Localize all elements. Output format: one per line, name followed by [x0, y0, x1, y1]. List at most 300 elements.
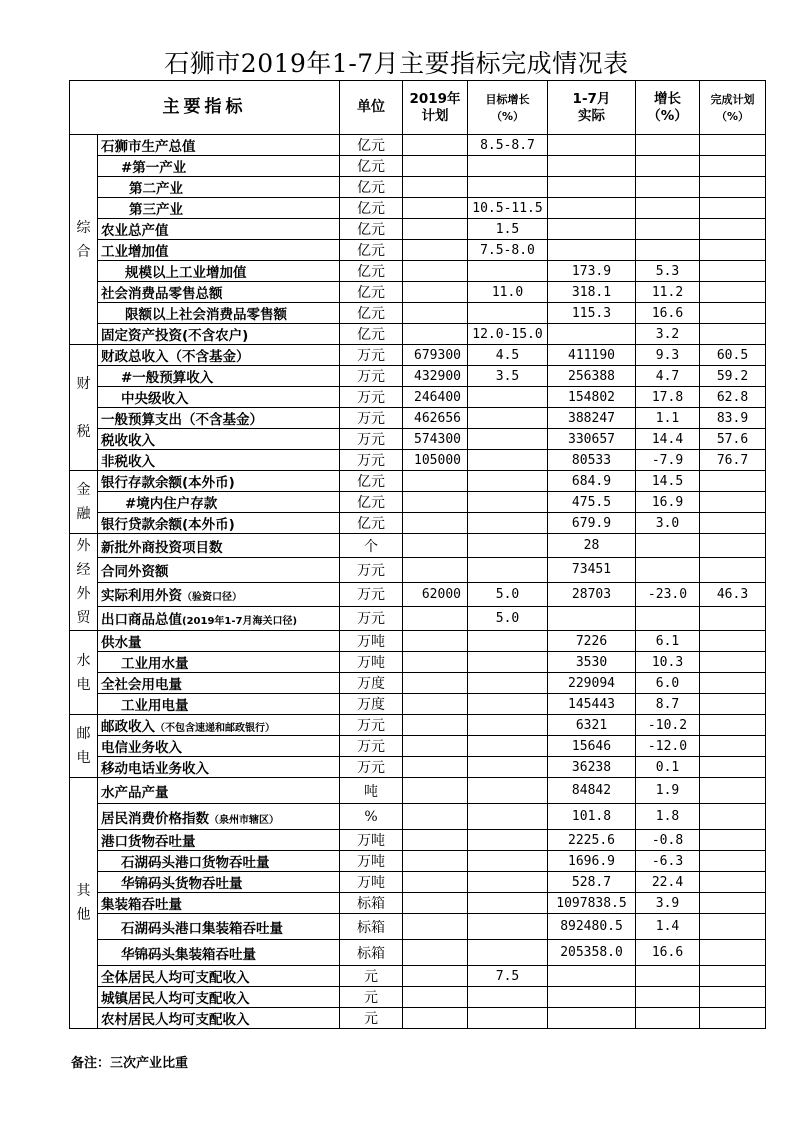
completion-cell [700, 673, 766, 694]
indicator-label: 限额以上社会消费品零售额 [125, 307, 287, 323]
plan-cell [403, 652, 468, 673]
unit-cell: 万元 [340, 582, 403, 606]
growth-cell [636, 534, 700, 558]
actual-cell: 84842 [548, 778, 636, 804]
growth-cell: 14.4 [636, 429, 700, 450]
indicator-cell [98, 987, 340, 1008]
growth-cell: 11.2 [636, 282, 700, 303]
indicator-label: 税收收入 [101, 433, 155, 449]
plan-cell [403, 492, 468, 513]
table-body [70, 135, 766, 1029]
target-cell [468, 534, 548, 558]
completion-cell [700, 966, 766, 987]
table-row [70, 893, 766, 914]
indicator-cell [98, 303, 340, 324]
completion-cell [700, 830, 766, 851]
indicator-cell [98, 872, 340, 893]
target-cell [468, 715, 548, 736]
plan-cell [403, 513, 468, 534]
indicator-label: #一般预算收入 [121, 370, 214, 386]
table-row [70, 513, 766, 534]
completion-cell [700, 872, 766, 893]
completion-cell [700, 715, 766, 736]
actual-cell: 1097838.5 [548, 893, 636, 914]
actual-cell: 145443 [548, 694, 636, 715]
growth-cell: 10.3 [636, 652, 700, 673]
actual-cell: 528.7 [548, 872, 636, 893]
indicator-label: 出口商品总值 [101, 612, 182, 629]
target-cell: 4.5 [468, 345, 548, 366]
unit-cell: 亿元 [340, 492, 403, 513]
actual-cell: 28703 [548, 582, 636, 606]
growth-cell: 14.5 [636, 471, 700, 492]
indicator-cell [98, 492, 340, 513]
header-plan-text: 2019年 计划 [409, 90, 461, 124]
indicator-label: 财政总收入（不含基金） [101, 349, 250, 365]
indicator-label: 石湖码头港口货物吞吐量 [121, 855, 270, 871]
actual-cell [548, 1008, 636, 1029]
actual-cell: 892480.5 [548, 914, 636, 940]
completion-cell: 83.9 [700, 408, 766, 429]
indicator-label: 农村居民人均可支配收入 [101, 1012, 250, 1028]
plan-cell [403, 940, 468, 966]
unit-cell: 万元 [340, 429, 403, 450]
completion-cell: 59.2 [700, 366, 766, 387]
plan-cell [403, 471, 468, 492]
growth-cell: 6.1 [636, 631, 700, 652]
completion-cell [700, 631, 766, 652]
indicator-cell [98, 450, 340, 471]
actual-cell [548, 198, 636, 219]
target-cell [468, 757, 548, 778]
actual-cell: 15646 [548, 736, 636, 757]
table-row [70, 345, 766, 366]
indicator-label: 银行存款余额(本外币) [101, 475, 235, 491]
actual-cell: 318.1 [548, 282, 636, 303]
completion-cell: 60.5 [700, 345, 766, 366]
target-cell: 12.0-15.0 [468, 324, 548, 345]
category-cell: 综 合 [70, 135, 98, 345]
growth-cell: -23.0 [636, 582, 700, 606]
indicator-cell [98, 324, 340, 345]
actual-cell: 173.9 [548, 261, 636, 282]
indicator-label: 新批外商投资项目数 [101, 539, 223, 556]
category-cell: 水 电 [70, 631, 98, 715]
plan-cell: 462656 [403, 408, 468, 429]
indicator-cell [98, 966, 340, 987]
unit-cell: 元 [340, 1008, 403, 1029]
header-actual-text: 1-7月 实际 [572, 90, 611, 124]
unit-cell: 万度 [340, 673, 403, 694]
target-cell [468, 778, 548, 804]
target-cell [468, 914, 548, 940]
growth-cell [636, 177, 700, 198]
actual-cell: 679.9 [548, 513, 636, 534]
indicator-label: 集装箱吞吐量 [101, 897, 182, 913]
table-row [70, 261, 766, 282]
target-cell [468, 408, 548, 429]
growth-cell: -12.0 [636, 736, 700, 757]
indicator-cell [98, 387, 340, 408]
growth-cell: 3.2 [636, 324, 700, 345]
unit-cell: 万元 [340, 757, 403, 778]
indicator-cell [98, 893, 340, 914]
table-row [70, 694, 766, 715]
unit-cell: 亿元 [340, 282, 403, 303]
growth-cell: 5.3 [636, 261, 700, 282]
plan-cell: 246400 [403, 387, 468, 408]
header-target-text: 目标增长 （%） [485, 92, 530, 123]
table-row [70, 471, 766, 492]
actual-cell: 115.3 [548, 303, 636, 324]
table-row [70, 631, 766, 652]
growth-cell: 16.6 [636, 303, 700, 324]
indicator-cell [98, 757, 340, 778]
plan-cell [403, 198, 468, 219]
actual-cell: 229094 [548, 673, 636, 694]
plan-cell [403, 673, 468, 694]
growth-cell: -7.9 [636, 450, 700, 471]
indicator-label: 银行贷款余额(本外币) [101, 517, 235, 533]
actual-cell: 205358.0 [548, 940, 636, 966]
actual-cell [548, 219, 636, 240]
indicator-cell [98, 582, 340, 606]
unit-cell: 万元 [340, 606, 403, 630]
growth-cell: 1.4 [636, 914, 700, 940]
header-plan [403, 81, 468, 135]
plan-cell [403, 966, 468, 987]
unit-cell: 万元 [340, 715, 403, 736]
plan-cell [403, 987, 468, 1008]
unit-cell: 亿元 [340, 219, 403, 240]
completion-cell [700, 492, 766, 513]
growth-cell: 16.9 [636, 492, 700, 513]
actual-cell: 28 [548, 534, 636, 558]
indicator-cell [98, 261, 340, 282]
growth-cell: 1.9 [636, 778, 700, 804]
growth-cell: 22.4 [636, 872, 700, 893]
indicator-label: 邮政收入 [101, 719, 155, 735]
unit-cell: 万吨 [340, 631, 403, 652]
indicator-cell [98, 715, 340, 736]
plan-cell [403, 135, 468, 156]
growth-cell [636, 606, 700, 630]
indicator-label: 工业用水量 [121, 656, 189, 672]
plan-cell [403, 715, 468, 736]
footnote: 备注：三次产业比重 [71, 1056, 189, 1071]
table-row [70, 757, 766, 778]
unit-cell: 标箱 [340, 940, 403, 966]
actual-cell [548, 156, 636, 177]
indicator-cell [98, 914, 340, 940]
completion-cell [700, 804, 766, 830]
completion-cell [700, 303, 766, 324]
category-cell: 邮 电 [70, 715, 98, 778]
indicator-cell [98, 513, 340, 534]
growth-cell: 0.1 [636, 757, 700, 778]
table-row [70, 966, 766, 987]
table-row [70, 282, 766, 303]
plan-cell [403, 534, 468, 558]
target-cell: 10.5-11.5 [468, 198, 548, 219]
growth-cell: -10.2 [636, 715, 700, 736]
table-row [70, 804, 766, 830]
header-unit: 单位 [340, 81, 403, 135]
unit-cell: 吨 [340, 778, 403, 804]
actual-cell: 388247 [548, 408, 636, 429]
actual-cell: 2225.6 [548, 830, 636, 851]
completion-cell [700, 135, 766, 156]
plan-cell [403, 851, 468, 872]
growth-cell: 3.9 [636, 893, 700, 914]
indicator-cell [98, 606, 340, 630]
indicator-label: 规模以上工业增加值 [125, 265, 247, 281]
unit-cell: 标箱 [340, 893, 403, 914]
actual-cell: 256388 [548, 366, 636, 387]
plan-cell [403, 177, 468, 198]
indicator-cell [98, 736, 340, 757]
target-cell [468, 387, 548, 408]
table-row [70, 914, 766, 940]
actual-cell: 154802 [548, 387, 636, 408]
unit-cell: 亿元 [340, 303, 403, 324]
indicator-label: #境内住户存款 [125, 496, 218, 512]
target-cell: 5.0 [468, 582, 548, 606]
indicator-label: 华锦码头货物吞吐量 [121, 876, 243, 892]
plan-cell [403, 282, 468, 303]
indicator-cell [98, 534, 340, 558]
growth-cell: 3.0 [636, 513, 700, 534]
growth-cell: 4.7 [636, 366, 700, 387]
target-cell [468, 940, 548, 966]
unit-cell: 万吨 [340, 872, 403, 893]
completion-cell [700, 694, 766, 715]
unit-cell: 亿元 [340, 156, 403, 177]
category-cell: 金 融 [70, 471, 98, 534]
growth-cell [636, 558, 700, 582]
indicator-cell [98, 830, 340, 851]
plan-cell [403, 324, 468, 345]
table-row [70, 240, 766, 261]
table-row [70, 387, 766, 408]
indicator-cell [98, 198, 340, 219]
unit-cell: 亿元 [340, 513, 403, 534]
completion-cell [700, 240, 766, 261]
unit-cell: 万元 [340, 736, 403, 757]
table-row [70, 715, 766, 736]
plan-cell [403, 606, 468, 630]
indicator-label: 合同外资额 [101, 563, 169, 580]
growth-cell: 9.3 [636, 345, 700, 366]
actual-cell [548, 177, 636, 198]
completion-cell [700, 987, 766, 1008]
completion-cell [700, 914, 766, 940]
indicator-cell [98, 282, 340, 303]
target-cell [468, 261, 548, 282]
plan-cell: 62000 [403, 582, 468, 606]
header-growth [636, 81, 700, 135]
indicator-cell [98, 778, 340, 804]
actual-cell [548, 135, 636, 156]
table-row [70, 324, 766, 345]
growth-cell: -0.8 [636, 830, 700, 851]
indicator-label: 社会消费品零售总额 [101, 286, 223, 302]
indicator-label: 第三产业 [129, 202, 183, 218]
table-row [70, 872, 766, 893]
completion-cell [700, 778, 766, 804]
table-row [70, 534, 766, 558]
target-cell: 7.5 [468, 966, 548, 987]
target-cell [468, 513, 548, 534]
target-cell [468, 156, 548, 177]
completion-cell [700, 757, 766, 778]
completion-cell [700, 324, 766, 345]
indicator-label: 第二产业 [129, 181, 183, 197]
completion-cell [700, 198, 766, 219]
indicator-cell [98, 652, 340, 673]
unit-cell: 万元 [340, 408, 403, 429]
table-row [70, 1008, 766, 1029]
header-indicator: 主要指标 [70, 81, 340, 135]
indicator-label: 华锦码头集装箱吞吐量 [121, 946, 256, 963]
unit-cell: 万元 [340, 387, 403, 408]
completion-cell: 46.3 [700, 582, 766, 606]
table-row [70, 177, 766, 198]
indicator-label: 石湖码头港口集装箱吞吐量 [121, 920, 283, 937]
growth-cell: -6.3 [636, 851, 700, 872]
plan-cell [403, 303, 468, 324]
growth-cell [636, 966, 700, 987]
indicator-label: 固定资产投资(不含农户) [101, 328, 249, 344]
target-cell [468, 987, 548, 1008]
plan-cell [403, 778, 468, 804]
indicator-label: 中央级收入 [121, 391, 189, 407]
completion-cell [700, 1008, 766, 1029]
unit-cell: 元 [340, 966, 403, 987]
indicators-table [69, 80, 766, 1029]
indicator-label: 移动电话业务收入 [101, 761, 209, 777]
growth-cell: 16.6 [636, 940, 700, 966]
indicator-cell [98, 135, 340, 156]
indicator-cell [98, 219, 340, 240]
target-cell [468, 471, 548, 492]
plan-cell [403, 631, 468, 652]
table-row [70, 582, 766, 606]
unit-cell: 亿元 [340, 177, 403, 198]
indicator-label: 居民消费价格指数 [101, 810, 209, 827]
unit-cell: 亿元 [340, 240, 403, 261]
plan-cell [403, 219, 468, 240]
target-cell [468, 429, 548, 450]
indicator-label: #第一产业 [121, 160, 187, 176]
plan-cell: 679300 [403, 345, 468, 366]
actual-cell: 475.5 [548, 492, 636, 513]
table-row [70, 673, 766, 694]
plan-cell [403, 914, 468, 940]
table-row [70, 366, 766, 387]
plan-cell [403, 757, 468, 778]
growth-cell: 1.1 [636, 408, 700, 429]
growth-cell: 6.0 [636, 673, 700, 694]
header-completion [700, 81, 766, 135]
indicator-label: 电信业务收入 [101, 740, 182, 756]
unit-cell: 个 [340, 534, 403, 558]
table-row [70, 940, 766, 966]
indicator-cell [98, 177, 340, 198]
target-cell [468, 631, 548, 652]
actual-cell: 7226 [548, 631, 636, 652]
target-cell: 1.5 [468, 219, 548, 240]
indicator-cell [98, 471, 340, 492]
completion-cell [700, 606, 766, 630]
target-cell [468, 177, 548, 198]
indicator-label: 全社会用电量 [101, 677, 182, 693]
indicator-cell [98, 694, 340, 715]
indicator-label: 农业总产值 [101, 223, 169, 239]
target-cell [468, 673, 548, 694]
completion-cell: 57.6 [700, 429, 766, 450]
indicator-cell [98, 345, 340, 366]
header-growth-text: 增长 （%） [647, 90, 688, 124]
indicator-cell [98, 429, 340, 450]
plan-cell [403, 261, 468, 282]
completion-cell [700, 177, 766, 198]
completion-cell [700, 893, 766, 914]
table-row [70, 606, 766, 630]
target-cell [468, 558, 548, 582]
completion-cell [700, 558, 766, 582]
completion-cell [700, 940, 766, 966]
unit-cell: 元 [340, 987, 403, 1008]
actual-cell: 3530 [548, 652, 636, 673]
target-cell [468, 303, 548, 324]
actual-cell: 36238 [548, 757, 636, 778]
growth-cell [636, 198, 700, 219]
actual-cell: 80533 [548, 450, 636, 471]
actual-cell: 73451 [548, 558, 636, 582]
plan-cell [403, 872, 468, 893]
target-cell [468, 851, 548, 872]
actual-cell: 1696.9 [548, 851, 636, 872]
header-row [70, 81, 766, 135]
indicator-cell [98, 1008, 340, 1029]
plan-cell [403, 736, 468, 757]
plan-cell: 574300 [403, 429, 468, 450]
indicator-cell [98, 673, 340, 694]
indicator-cell [98, 366, 340, 387]
table-row [70, 135, 766, 156]
target-cell: 11.0 [468, 282, 548, 303]
target-cell: 7.5-8.0 [468, 240, 548, 261]
indicator-label: 石狮市生产总值 [101, 139, 196, 155]
unit-cell: 万度 [340, 694, 403, 715]
growth-cell: 17.8 [636, 387, 700, 408]
indicator-cell [98, 558, 340, 582]
actual-cell: 684.9 [548, 471, 636, 492]
completion-cell [700, 534, 766, 558]
indicator-label: 城镇居民人均可支配收入 [101, 991, 250, 1007]
unit-cell: 亿元 [340, 198, 403, 219]
actual-cell [548, 324, 636, 345]
actual-cell: 101.8 [548, 804, 636, 830]
actual-cell [548, 606, 636, 630]
unit-cell: 万元 [340, 558, 403, 582]
table-row [70, 830, 766, 851]
target-cell: 3.5 [468, 366, 548, 387]
plan-cell [403, 694, 468, 715]
unit-cell: 万吨 [340, 851, 403, 872]
table-row [70, 778, 766, 804]
